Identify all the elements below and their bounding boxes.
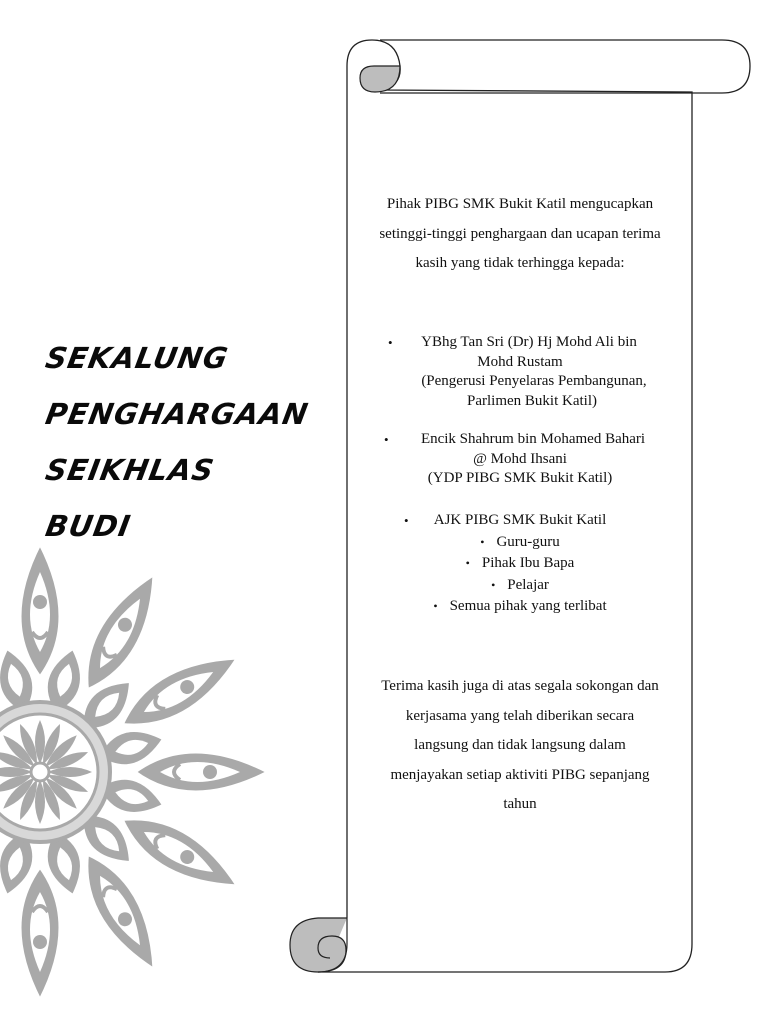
title-line-2: PENGHARGAAN <box>43 397 312 431</box>
group-label: Guru-guru <box>496 533 560 550</box>
bullet-icon: • <box>491 577 496 592</box>
bullet-icon: • <box>388 335 393 350</box>
bullet-icon: • <box>433 599 438 613</box>
recipient-line: (Pengerusi Penyelaras Pembangunan, <box>421 373 647 389</box>
intro-paragraph <box>350 190 690 279</box>
title-line-4: BUDI <box>43 509 134 543</box>
title-line-3: SEIKHLAS <box>43 453 218 487</box>
recipient-list <box>350 510 690 618</box>
closing-paragraph <box>350 672 690 820</box>
recipient-line: @ Mohd Ihsani <box>473 450 567 467</box>
group-item <box>350 596 690 618</box>
closing-line: menjayakan setiap aktiviti PIBG sepanjang <box>390 766 650 783</box>
recipient-line: Mohd Rustam <box>477 353 563 370</box>
recipient-item <box>350 333 690 411</box>
group-item <box>350 575 690 597</box>
scroll-content <box>350 190 690 812</box>
intro-line: kasih yang tidak terhingga kepada: <box>415 255 625 271</box>
recipient-list <box>350 430 690 489</box>
scroll-bottom-curl <box>290 918 347 972</box>
closing-line: kerjasama yang telah diberikan secara <box>405 707 635 724</box>
scroll-top-curl <box>360 66 400 92</box>
intro-line: Pihak PIBG SMK Bukit Katil mengucapkan <box>386 196 654 212</box>
recipient-line: Parlimen Bukit Katil) <box>467 392 597 409</box>
group-item <box>350 553 690 575</box>
bullet-icon: • <box>404 513 409 528</box>
intro-line: setinggi-tinggi penghargaan dan ucapan terima <box>379 225 661 242</box>
title-line-1: SEKALUNG <box>43 341 232 375</box>
page-title <box>43 330 312 554</box>
recipient-item <box>350 510 690 532</box>
group-item <box>350 532 690 554</box>
closing-line: Terima kasih juga di atas segala sokongan dan <box>381 678 659 694</box>
recipient-list <box>350 333 690 411</box>
bullet-icon: • <box>384 432 389 447</box>
closing-line: langsung dan tidak langsung dalam <box>414 737 626 753</box>
recipient-line: YBhg Tan Sri (Dr) Hj Mohd Ali bin <box>421 334 637 350</box>
group-label: Pihak Ibu Bapa <box>481 555 575 571</box>
bullet-icon: • <box>480 534 485 549</box>
group-label: Semua pihak yang terlibat <box>449 598 607 614</box>
group-label: Pelajar <box>507 576 549 593</box>
closing-line: tahun <box>503 796 537 812</box>
bullet-icon: • <box>465 556 470 570</box>
recipient-line: (YDP PIBG SMK Bukit Katil) <box>427 470 613 486</box>
scroll-body <box>318 40 692 972</box>
recipient-item <box>350 430 690 489</box>
recipient-line: Encik Shahrum bin Mohamed Bahari <box>420 431 646 447</box>
scroll-top-roll <box>380 40 750 93</box>
recipient-line: AJK PIBG SMK Bukit Katil <box>433 512 607 528</box>
